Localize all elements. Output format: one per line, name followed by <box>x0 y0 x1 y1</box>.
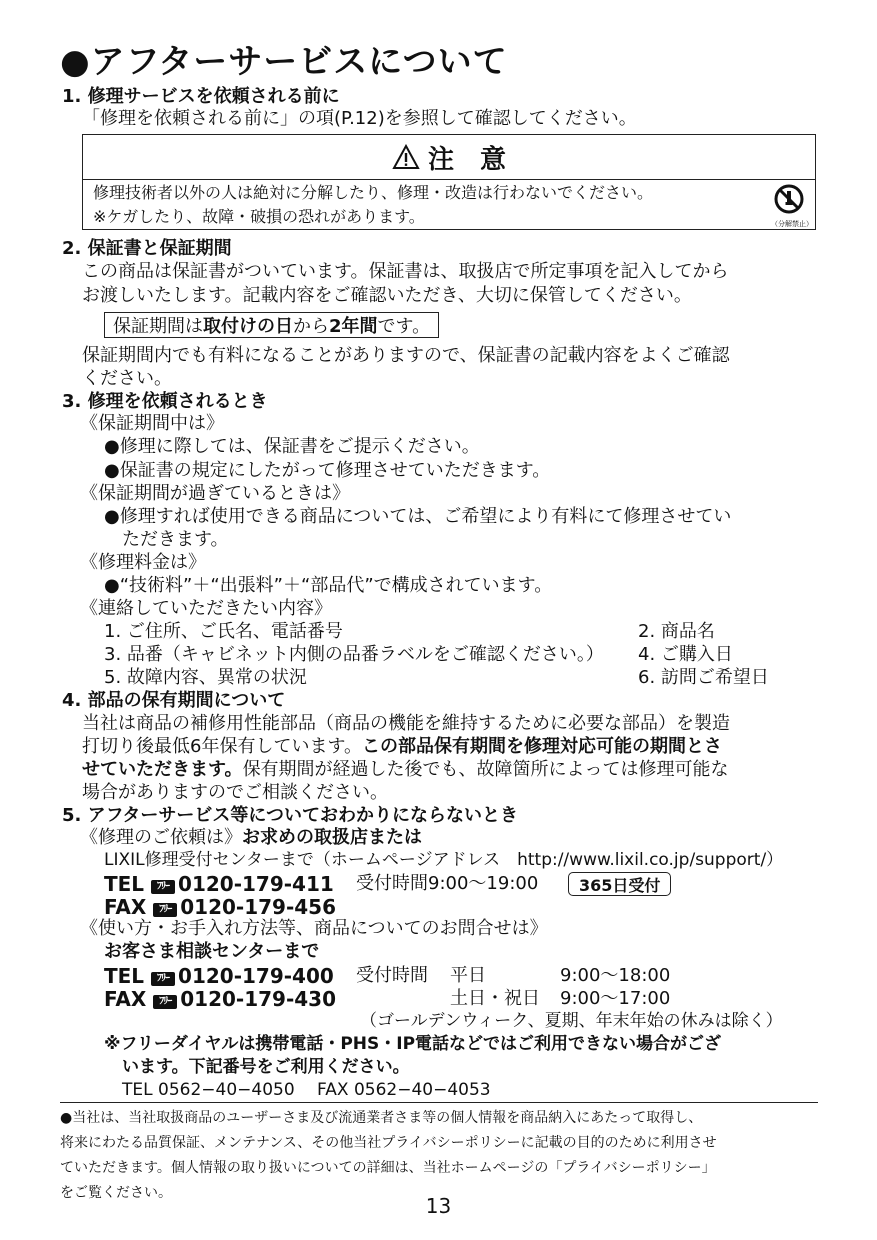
warning-icon <box>392 144 420 170</box>
contact-item: 1. ご住所、ご氏名、電話番号 <box>104 621 343 642</box>
privacy-line: ていただきます。個人情報の取り扱いについての詳細は、当社ホームページの「プライバシーポリシー」 <box>60 1160 716 1176</box>
holiday-label: 土日・祝日 <box>450 988 540 1009</box>
section-1-text: 「修理を依頼される前に」の項(P.12)を参照して確認してください。 <box>82 108 637 129</box>
section-1-heading: 1. 修理サービスを依頼される前に <box>62 86 340 107</box>
section-5-heading: 5. アフターサービス等についておわかりにならないとき <box>62 805 519 826</box>
repair-request-label: 《修理のご依頼は》 <box>80 827 242 848</box>
free-dial-note: ※フリーダイヤルは携帯電話・PHS・IP電話などではご利用できない場合がござ <box>104 1034 722 1054</box>
caution-line-1: 修理技術者以外の人は絶対に分解したり、修理・改造は行わないでください。 <box>93 183 654 202</box>
section-4-line-1: 当社は商品の補修用性能部品（商品の機能を維持するために必要な部品）を製造 <box>82 713 730 734</box>
free-dial-icon: ﾌﾘｰ <box>153 903 177 917</box>
center-fax-line <box>104 987 336 1011</box>
bullet-item: ●保証書の規定にしたがって修理させていただきます。 <box>104 460 551 481</box>
warranty-text-c: から <box>293 316 329 337</box>
weekday-label: 平日 <box>450 965 486 986</box>
repair-request-target: お求めの取扱店または <box>242 827 422 848</box>
center-hours-label: 受付時間 <box>356 965 428 986</box>
section-2-line-3: 保証期間内でも有料になることがありますので、保証書の記載内容をよくご確認 <box>82 345 730 366</box>
section-2-line-2: お渡しいたします。記載内容をご確認いただき、大切に保管してください。 <box>82 285 692 306</box>
inquiry-subheading: 《使い方・お手入れ方法等、商品についてのお問合せは》 <box>80 918 548 939</box>
bullet-item: ●“技術料”＋“出張料”＋“部品代”で構成されています。 <box>104 575 553 596</box>
bullet-item: ●修理に際しては、保証書をご提示ください。 <box>104 436 480 457</box>
weekday-hours: 9:00～18:00 <box>560 965 671 986</box>
repair-hours: 受付時間9:00～19:00 <box>356 873 539 894</box>
section-4-line-4: 場合がありますのでご相談ください。 <box>82 782 388 803</box>
subheading-warranty-out: 《保証期間が過ぎているときは》 <box>80 483 350 504</box>
fax-label: FAX <box>104 987 147 1011</box>
tel-label: TEL <box>104 872 145 896</box>
section-4-text: 打切り後最低6年保有しています。 <box>82 736 363 757</box>
free-dial-note-cont: います。下記番号をご利用ください。 <box>122 1057 410 1077</box>
365-day-badge: 365日受付 <box>568 872 671 896</box>
subheading-repair-fee: 《修理料金は》 <box>80 552 206 573</box>
caution-title: 注 意 <box>427 144 506 175</box>
contact-item: 6. 訪問ご希望日 <box>638 667 769 688</box>
free-dial-icon: ﾌﾘｰ <box>151 880 175 894</box>
section-4-text: 保有期間が経過した後でも、故障箇所によっては修理可能な <box>242 759 729 780</box>
tel-label: TEL <box>104 964 145 988</box>
section-2-line-4: ください。 <box>82 368 172 389</box>
section-4-bold-text: せていただきます。 <box>82 759 243 780</box>
section-2-line-1: この商品は保証書がついています。保証書は、取扱店で所定事項を記入してから <box>82 261 729 282</box>
contact-item: 3. 品番（キャビネット内側の品番ラベルをご確認ください。） <box>104 644 604 665</box>
center-fax-number: 0120-179-430 <box>180 987 336 1011</box>
contact-item: 4. ご購入日 <box>638 644 733 665</box>
privacy-line: ●当社は、当社取扱商品のユーザーさま及び流通業者さま等の個人情報を商品納入にあたって取得し、 <box>60 1110 703 1126</box>
repair-request-line <box>80 827 422 849</box>
holiday-hours: 9:00～17:00 <box>560 988 671 1009</box>
customer-center-label: お客さま相談センターまで <box>104 941 320 962</box>
footer-divider <box>60 1102 818 1103</box>
subheading-warranty-in: 《保証期間中は》 <box>80 413 224 434</box>
page-title: ●アフターサービスについて <box>60 42 508 82</box>
privacy-line: 将来にわたる品質保証、メンテナンス、その他当社プライバシーポリシーに記載の目的のために利用させ <box>60 1135 717 1151</box>
section-4-heading: 4. 部品の保有期間について <box>62 690 286 711</box>
lixil-repair-center-line: LIXIL修理受付センターまで（ホームページアドレス http://www.lixil.co.jp/support/） <box>104 850 784 870</box>
alternate-numbers: TEL 0562−40−4050 FAX 0562−40−4053 <box>122 1080 491 1100</box>
repair-fax-line <box>104 895 336 919</box>
center-tel-number: 0120-179-400 <box>178 964 334 988</box>
section-2-heading: 2. 保証書と保証期間 <box>62 238 232 259</box>
holiday-exception: （ゴールデンウィーク、夏期、年末年始の休みは除く） <box>360 1011 783 1031</box>
center-tel-line <box>104 964 334 988</box>
warranty-text-a: 保証期間は <box>113 316 203 337</box>
privacy-notice <box>60 1106 818 1206</box>
section-3-heading: 3. 修理を依頼されるとき <box>62 391 268 412</box>
repair-tel-number: 0120-179-411 <box>178 872 334 896</box>
repair-fax-number: 0120-179-456 <box>180 895 336 919</box>
fax-label: FAX <box>104 895 147 919</box>
warranty-text-e: です。 <box>377 316 431 337</box>
no-disassembly-icon <box>771 184 813 229</box>
section-4-bold-text: この部品保有期間を修理対応可能の期間とさ <box>362 736 723 757</box>
subheading-contact-info: 《連絡していただきたい内容》 <box>80 598 332 619</box>
no-disassembly-caption: （分解禁止） <box>771 220 813 229</box>
page-number: 13 <box>425 1194 452 1218</box>
repair-tel-line <box>104 872 334 896</box>
bullet-item: ●修理すれば使用できる商品については、ご希望により有料にて修理させてい <box>104 506 732 527</box>
free-dial-icon: ﾌﾘｰ <box>153 995 177 1009</box>
privacy-line: をご覧ください。 <box>60 1185 172 1201</box>
warranty-text-b: 取付けの日 <box>203 316 293 337</box>
contact-item: 2. 商品名 <box>638 621 715 642</box>
section-4-line-2 <box>82 736 722 758</box>
warranty-text-d: 2年間 <box>329 316 378 337</box>
bullet-item-cont: ただきます。 <box>122 529 229 550</box>
section-4-line-3 <box>82 759 729 781</box>
caution-line-2: ※ケガしたり、故障・破損の恐れがあります。 <box>93 207 425 226</box>
caution-box <box>82 134 816 230</box>
free-dial-icon: ﾌﾘｰ <box>151 972 175 986</box>
contact-item: 5. 故障内容、異常の状況 <box>104 667 307 688</box>
warranty-period-box <box>104 312 439 338</box>
caution-header <box>83 135 815 180</box>
